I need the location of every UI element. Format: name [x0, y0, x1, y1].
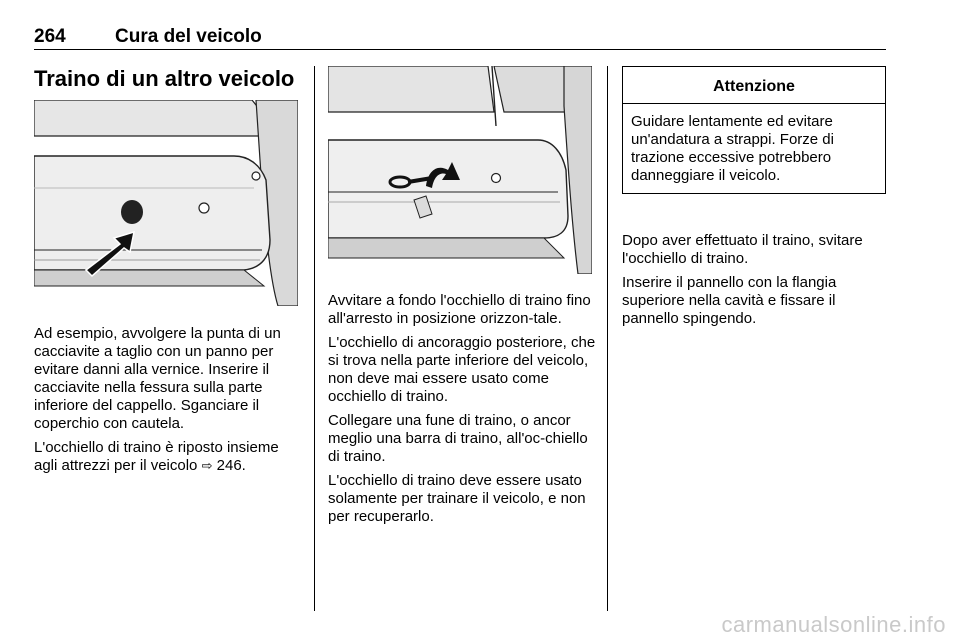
reference-text: L'occhiello di traino è riposto insieme agli attrezzi per il veicolo [34, 439, 279, 474]
towing-eye-illustration [328, 66, 592, 274]
header-rule [34, 49, 886, 50]
paragraph: L'occhiello di traino deve essere usato solamente per trainare il veicolo, e non per recuperarlo. [328, 472, 586, 525]
figure-towing-eye [328, 66, 592, 274]
column-2-text [328, 292, 596, 532]
paragraph: Dopo aver effettuato il traino, svitare l'occhiello di traino. [622, 232, 863, 267]
cross-reference-icon: ⇨ [201, 458, 213, 473]
paragraph: Ad esempio, avvolgere la punta di un cacciavite a taglio con un panno per evitare danni alla vernice. Inserire il cacciavite nella fessura sulla parte inferiore del cappello. Sganciare il coperchio con cautela. [34, 325, 281, 432]
page-header [34, 26, 886, 50]
paragraph: Inserire il pannello con la flangia superiore nella cavità e fissare il pannello spingendo. [622, 274, 837, 327]
section-title: Traino di un altro veicolo [34, 66, 295, 91]
watermark: carmanualsonline.info [721, 612, 946, 637]
bumper-cover-illustration [34, 100, 298, 306]
column-divider-1 [314, 66, 315, 611]
column-1-text [34, 325, 302, 481]
caution-title: Attenzione [623, 67, 885, 104]
paragraph: L'occhiello di ancoraggio posteriore, che si trova nella parte inferiore del veicolo, non deve mai essere usato come occhiello di traino. [328, 334, 596, 405]
running-title: Cura del veicolo [115, 26, 262, 47]
reference-page: 246. [216, 457, 246, 474]
paragraph-with-reference [34, 439, 302, 475]
figure-bumper-cover [34, 100, 298, 306]
page-number: 264 [34, 26, 66, 47]
paragraph: Avvitare a fondo l'occhiello di traino fino all'arresto in posizione orizzon-tale. [328, 292, 591, 327]
caution-box [622, 66, 886, 194]
column-3-text [622, 232, 886, 334]
caution-text: Guidare lentamente ed evitare un'andatura a strappi. Forze di trazione eccessive potrebbero danneggiare il veicolo. [631, 113, 834, 184]
paragraph: Collegare una fune di traino, o ancor meglio una barra di traino, all'oc-chiello di traino. [328, 412, 588, 465]
column-divider-2 [607, 66, 608, 611]
